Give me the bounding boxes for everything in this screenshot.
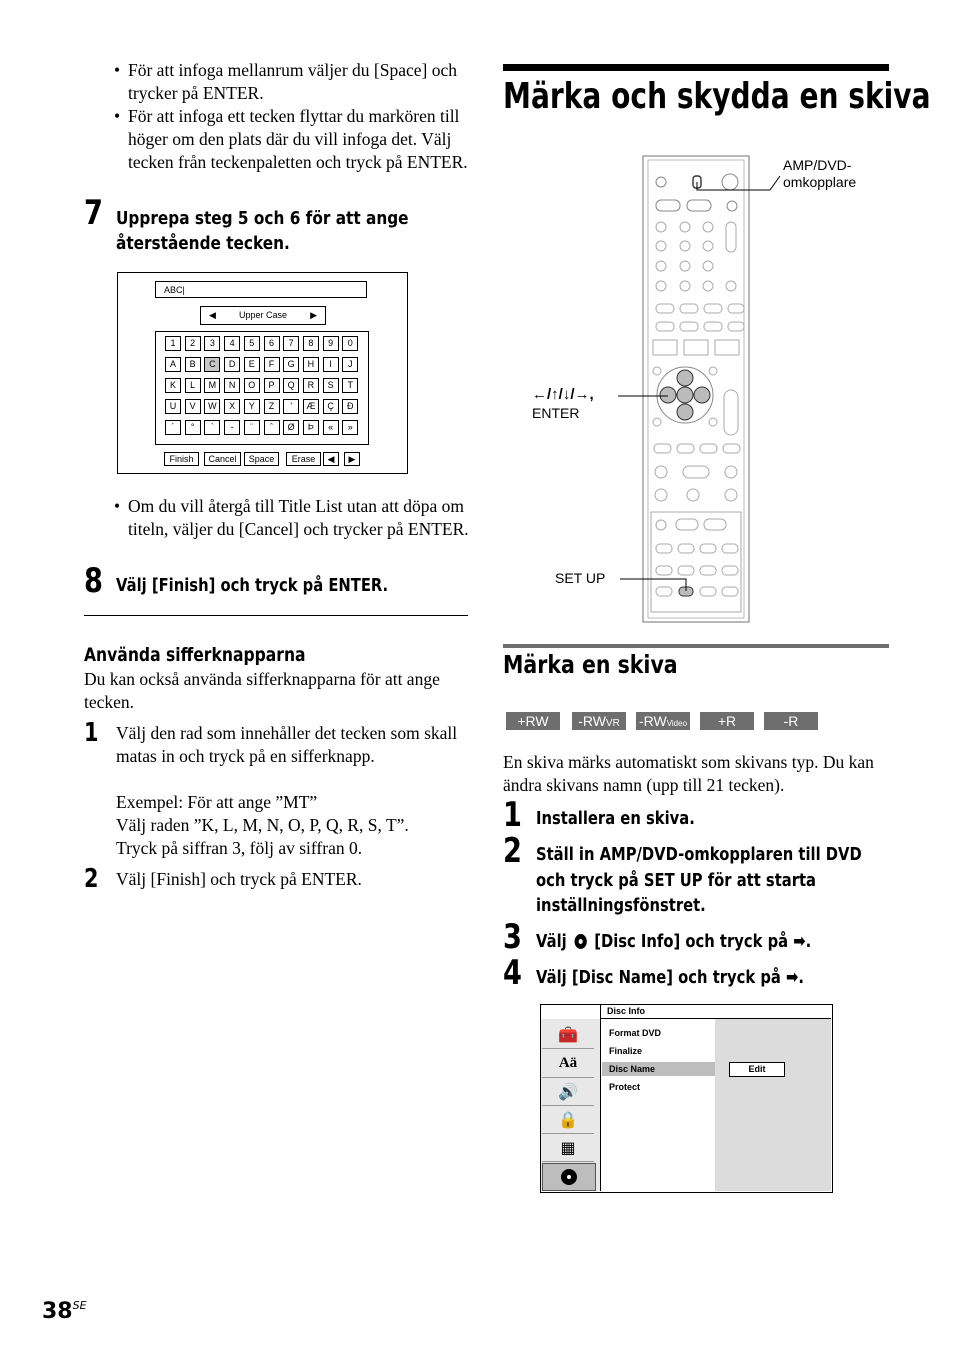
step-7-text: Upprepa steg 5 och 6 för att ange återstående tecken. [116, 208, 409, 254]
key-3-3[interactable]: X [224, 399, 240, 414]
key-1-4[interactable]: E [244, 357, 260, 372]
step-7-number: 7 [84, 193, 103, 233]
edit-button[interactable]: Edit [729, 1062, 785, 1077]
key-3-0[interactable]: U [165, 399, 181, 414]
cursor-left-button[interactable]: ◀ [323, 452, 339, 466]
key-1-2[interactable]: C [204, 357, 220, 372]
step-4-number: 4 [503, 953, 522, 993]
key-2-9[interactable]: T [342, 378, 358, 393]
toolbox-icon[interactable]: 🧰 [542, 1021, 594, 1049]
key-4-0[interactable]: ´ [165, 420, 181, 435]
key-0-6[interactable]: 7 [283, 336, 299, 351]
space-button[interactable]: Space [244, 452, 279, 466]
menu-item-format-dvd[interactable]: Format DVD [609, 1028, 662, 1038]
divider [84, 615, 468, 616]
key-0-2[interactable]: 3 [204, 336, 220, 351]
key-4-5[interactable]: ˆ [264, 420, 280, 435]
menu-header: Disc Info [607, 1006, 646, 1016]
sub-step-2-text: Välj [Finish] och tryck på ENTER. [116, 869, 362, 889]
page-number: $38^{SE}$ [42, 1299, 87, 1324]
key-1-9[interactable]: J [342, 357, 358, 372]
key-0-3[interactable]: 4 [224, 336, 240, 351]
cursor-right-button[interactable]: ▶ [344, 452, 360, 466]
key-4-3[interactable]: - [224, 420, 240, 435]
key-3-7[interactable]: Æ [303, 399, 319, 414]
enter-label: ENTER [532, 405, 580, 421]
cancel-button[interactable]: Cancel [204, 452, 241, 466]
step-2-number: 2 [503, 831, 522, 871]
badge-minus-rw-vr: -RWVR [572, 712, 626, 730]
cancel-bullet: • Om du vill återgå till Title List utan att döpa om titeln, väljer du [Cancel] och trycker på ENTER. [114, 495, 474, 541]
erase-button[interactable]: Erase [286, 452, 321, 466]
step-4-text: Välj [Disc Name] och tryck på ➡. [536, 967, 805, 988]
menu-right-panel [715, 1019, 831, 1191]
badge-plus-r: +R [700, 712, 754, 730]
key-0-0[interactable]: 1 [165, 336, 181, 351]
key-3-4[interactable]: Y [244, 399, 260, 414]
key-2-4[interactable]: O [244, 378, 260, 393]
finish-button[interactable]: Finish [164, 452, 199, 466]
disc-icon [574, 934, 586, 949]
sub-heading: Använda sifferknapparna [84, 644, 306, 666]
key-4-6[interactable]: Ø [283, 420, 299, 435]
amp-dvd-label: AMP/DVD- omkopplare [783, 157, 857, 190]
key-0-4[interactable]: 5 [244, 336, 260, 351]
name-input[interactable]: ABC| [155, 281, 367, 298]
disc-info-icon[interactable] [542, 1163, 596, 1191]
step-1-text: Installera en skiva. [536, 808, 695, 829]
key-4-8[interactable]: « [323, 420, 339, 435]
key-2-0[interactable]: K [165, 378, 181, 393]
key-4-9[interactable]: » [342, 420, 358, 435]
key-2-1[interactable]: L [185, 378, 201, 393]
key-2-6[interactable]: Q [283, 378, 299, 393]
arrow-right-icon[interactable]: ▶ [310, 310, 317, 320]
key-0-7[interactable]: 8 [303, 336, 319, 351]
key-0-9[interactable]: 0 [342, 336, 358, 351]
arrow-right-icon: ➡ [793, 931, 806, 952]
section-rule [503, 644, 889, 648]
case-selector[interactable]: ◀ Upper Case ▶ [200, 306, 326, 325]
film-icon[interactable]: ▦ [542, 1134, 594, 1162]
bullet-space: • För att infoga mellanrum väljer du [Space] och trycker på ENTER. [114, 59, 474, 105]
badge-plus-rw: +RW [506, 712, 560, 730]
key-1-7[interactable]: H [303, 357, 319, 372]
step-3-text: Välj [Disc Info] och tryck på ➡. [536, 931, 812, 952]
menu-item-finalize[interactable]: Finalize [609, 1046, 643, 1056]
keyboard-screen [117, 272, 408, 474]
badge-minus-r: -R [764, 712, 818, 730]
step-8-text: Välj [Finish] och tryck på ENTER. [116, 575, 389, 596]
key-3-9[interactable]: Ð [342, 399, 358, 414]
key-2-5[interactable]: P [264, 378, 280, 393]
key-1-5[interactable]: F [264, 357, 280, 372]
key-3-8[interactable]: Ç [323, 399, 339, 414]
bullet-insert: • För att infoga ett tecken flyttar du markören till höger om den plats där du vill infoga det. Välj tecken från teckenpaletten och tryck på ENTER. [114, 105, 474, 174]
key-0-8[interactable]: 9 [323, 336, 339, 351]
character-palette [155, 331, 369, 445]
key-1-0[interactable]: A [165, 357, 181, 372]
sub-step-1-text: Välj den rad som innehåller det tecken som skall matas in och tryck på en sifferknapp. Exempel: För att ange ”MT” Välj raden ”K, L, M, N, O, P, Q, R, S, T”. Tryck på siffran 3, följ av siffran 0. [116, 723, 458, 858]
key-1-1[interactable]: B [185, 357, 201, 372]
menu-item-disc-name[interactable]: Disc Name [609, 1064, 656, 1074]
lock-icon[interactable]: 🔒 [542, 1106, 594, 1134]
step-1-number: 1 [503, 795, 522, 835]
key-3-2[interactable]: W [204, 399, 220, 414]
arrows-label: ←/↑/↓/→, [532, 386, 594, 403]
arrow-right-icon: ➡ [786, 967, 799, 988]
section-title: Märka en skiva [503, 650, 678, 679]
key-0-1[interactable]: 2 [185, 336, 201, 351]
step-8-number: 8 [84, 561, 103, 601]
key-3-6[interactable]: ' [283, 399, 299, 414]
menu-item-protect[interactable]: Protect [609, 1082, 641, 1092]
badge-minus-rw-video: -RWVideo [636, 712, 690, 730]
key-1-6[interactable]: G [283, 357, 299, 372]
key-4-2[interactable]: ` [204, 420, 220, 435]
section-intro: En skiva märks automatiskt som skivans typ. Du kan ändra skivans namn (upp till 21 tecken). [503, 752, 874, 795]
arrow-left-icon[interactable]: ◀ [209, 310, 216, 320]
key-2-2[interactable]: M [204, 378, 220, 393]
key-1-8[interactable]: I [323, 357, 339, 372]
key-2-8[interactable]: S [323, 378, 339, 393]
sub-step-1-number: 1 [84, 718, 99, 748]
key-1-3[interactable]: D [224, 357, 240, 372]
key-2-3[interactable]: N [224, 378, 240, 393]
key-2-7[interactable]: R [303, 378, 319, 393]
sub-step-2-number: 2 [84, 864, 99, 894]
top-bullets [114, 59, 474, 174]
title-rule [503, 64, 889, 71]
key-4-7[interactable]: Þ [303, 420, 319, 435]
key-4-4[interactable]: ¨ [244, 420, 260, 435]
speaker-icon[interactable]: 🔊 [542, 1078, 594, 1106]
step-2-text: Ställ in AMP/DVD-omkopplaren till DVD och tryck på SET UP för att starta inställningsfönstret. [536, 844, 862, 916]
sub-intro: Du kan också använda sifferknapparna för att ange tecken. [84, 669, 440, 712]
key-4-1[interactable]: ° [185, 420, 201, 435]
key-0-5[interactable]: 6 [264, 336, 280, 351]
setup-label: SET UP [555, 570, 606, 586]
step-3-number: 3 [503, 917, 522, 957]
key-3-1[interactable]: V [185, 399, 201, 414]
language-icon[interactable]: Aä [542, 1050, 594, 1078]
page-title: Märka och skydda en skiva [503, 76, 931, 117]
key-3-5[interactable]: Z [264, 399, 280, 414]
